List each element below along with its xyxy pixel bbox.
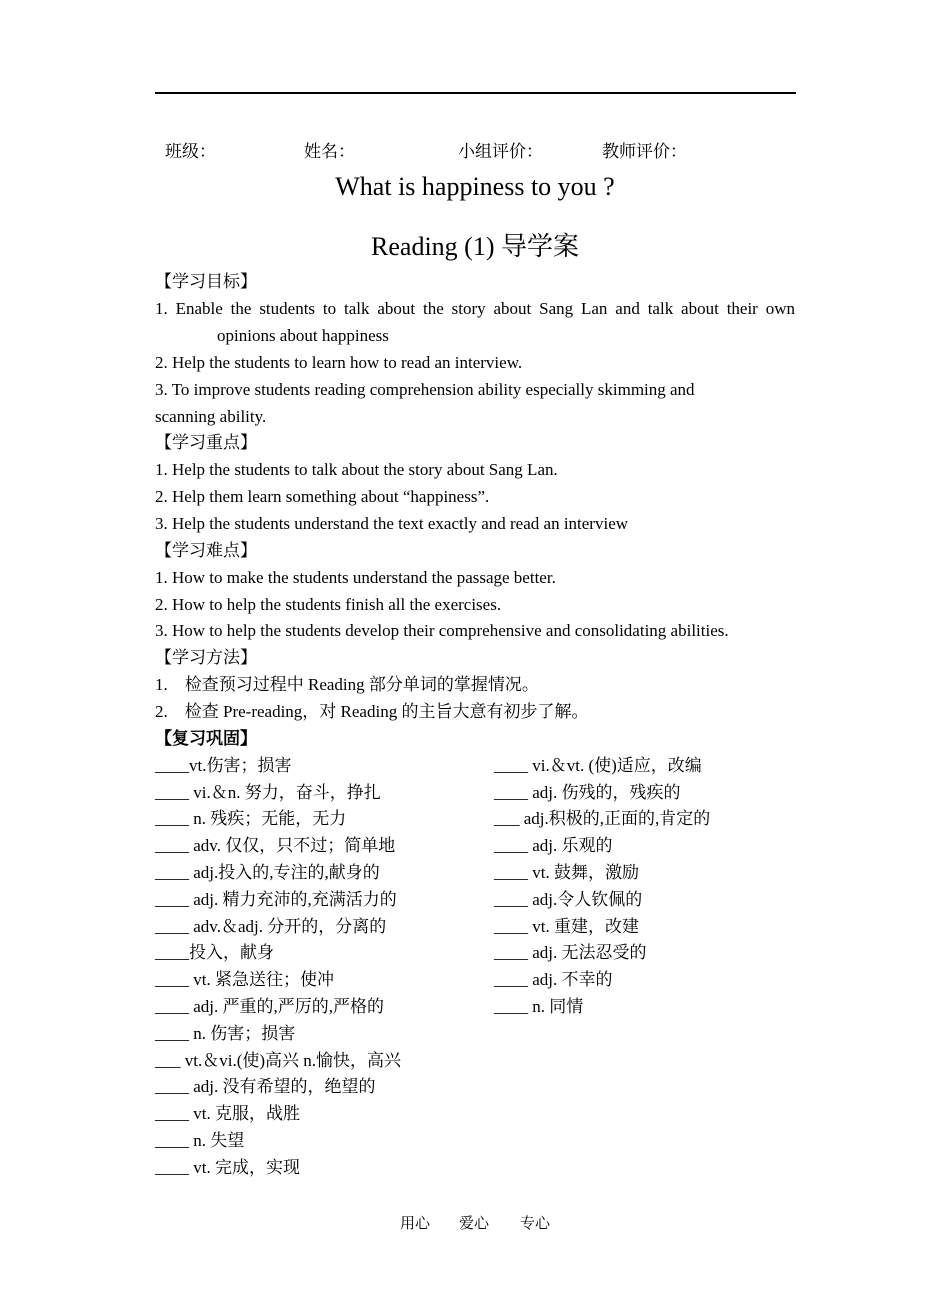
teacher-eval-label: 教师评价： bbox=[602, 142, 687, 161]
vocab-item: ____ adj.令人钦佩的 bbox=[494, 890, 643, 909]
vocab-item: ____ adv. 仅仅，只不过；简单地 bbox=[155, 836, 396, 855]
vocab-item: ___ vt.＆vi.(使)高兴 n.愉快，高兴 bbox=[155, 1051, 402, 1070]
method-item: 1. 检查预习过程中 Reading 部分单词的掌握情况。 bbox=[155, 675, 539, 694]
vocab-item: ___ adj.积极的,正面的,肯定的 bbox=[494, 809, 711, 828]
vocab-item: ____ n. 同情 bbox=[494, 997, 584, 1016]
vocab-item: ____ adj. 伤残的，残疾的 bbox=[494, 783, 681, 802]
goal-3-line-2: scanning ability. bbox=[155, 407, 267, 426]
vocab-item: ____vt.伤害；损害 bbox=[155, 756, 292, 775]
difficulty-item: 1. How to make the students understand the passage better. bbox=[155, 568, 556, 587]
vocab-item: ____ adj. 严重的,严厉的,严格的 bbox=[155, 997, 385, 1016]
difficulties-heading: 【学习难点】 bbox=[155, 541, 257, 560]
vocab-item: ____ adv.＆adj. 分开的，分离的 bbox=[155, 917, 387, 936]
vocab-item: ____ adj. 无法忍受的 bbox=[494, 943, 647, 962]
key-point-item: 1. Help the students to talk about the story about Sang Lan. bbox=[155, 460, 558, 479]
group-eval-label: 小组评价： bbox=[458, 142, 543, 161]
goal-1-line-2: opinions about happiness bbox=[217, 326, 389, 345]
header-rule bbox=[155, 92, 796, 94]
vocab-item: ____ vt. 鼓舞，激励 bbox=[494, 863, 639, 882]
difficulty-item: 2. How to help the students finish all the exercises. bbox=[155, 595, 502, 614]
vocab-item: ____ vt. 紧急送往；使冲 bbox=[155, 970, 334, 989]
vocab-item: ____ vt. 重建，改建 bbox=[494, 917, 639, 936]
class-label: 班级： bbox=[165, 142, 216, 161]
vocab-item: ____ vt. 克服，战胜 bbox=[155, 1104, 300, 1123]
page-subtitle: Reading (1) 导学案 bbox=[371, 232, 579, 261]
vocab-item: ____ adj. 乐观的 bbox=[494, 836, 613, 855]
footer-item: 爱心 bbox=[459, 1216, 490, 1232]
footer-item: 用心 bbox=[400, 1216, 431, 1232]
method-item: 2. 检查 Pre-reading，对 Reading 的主旨大意有初步了解。 bbox=[155, 702, 589, 721]
vocab-item: ____ n. 残疾；无能，无力 bbox=[155, 809, 347, 828]
name-label: 姓名： bbox=[304, 142, 355, 161]
vocab-item: ____ adj. 精力充沛的,充满活力的 bbox=[155, 890, 397, 909]
vocab-item: ____ n. 伤害；损害 bbox=[155, 1024, 296, 1043]
page-title: What is happiness to you ? bbox=[335, 172, 615, 201]
vocab-item: ____ adj.投入的,专注的,献身的 bbox=[155, 863, 380, 882]
goals-heading: 【学习目标】 bbox=[155, 272, 257, 291]
goal-2: 2. Help the students to learn how to read an interview. bbox=[155, 353, 523, 372]
goal-1-line-1: 1. Enable the students to talk about the story about Sang Lan and talk about their own bbox=[155, 299, 795, 318]
vocab-item: ____ vi.＆vt. (使)适应，改编 bbox=[494, 756, 702, 775]
vocab-item: ____ adj. 不幸的 bbox=[494, 970, 613, 989]
review-heading: 【复习巩固】 bbox=[155, 729, 257, 748]
vocab-item: ____ n. 失望 bbox=[155, 1131, 245, 1150]
key-point-item: 3. Help the students understand the text exactly and read an interview bbox=[155, 514, 629, 533]
key-point-item: 2. Help them learn something about “happiness”. bbox=[155, 487, 490, 506]
difficulty-item: 3. How to help the students develop their comprehensive and consolidating abilities. bbox=[155, 621, 729, 640]
vocab-item: ____ adj. 没有希望的，绝望的 bbox=[155, 1077, 376, 1096]
vocab-item: ____ vt. 完成，实现 bbox=[155, 1158, 300, 1177]
goal-3-line-1: 3. To improve students reading comprehension ability especially skimming and bbox=[155, 380, 695, 399]
footer-item: 专心 bbox=[520, 1216, 551, 1232]
methods-heading: 【学习方法】 bbox=[155, 648, 257, 667]
vocab-item: ____ vi.＆n. 努力，奋斗，挣扎 bbox=[155, 783, 381, 802]
vocab-item: ____投入，献身 bbox=[155, 943, 274, 962]
key-points-heading: 【学习重点】 bbox=[155, 433, 257, 452]
